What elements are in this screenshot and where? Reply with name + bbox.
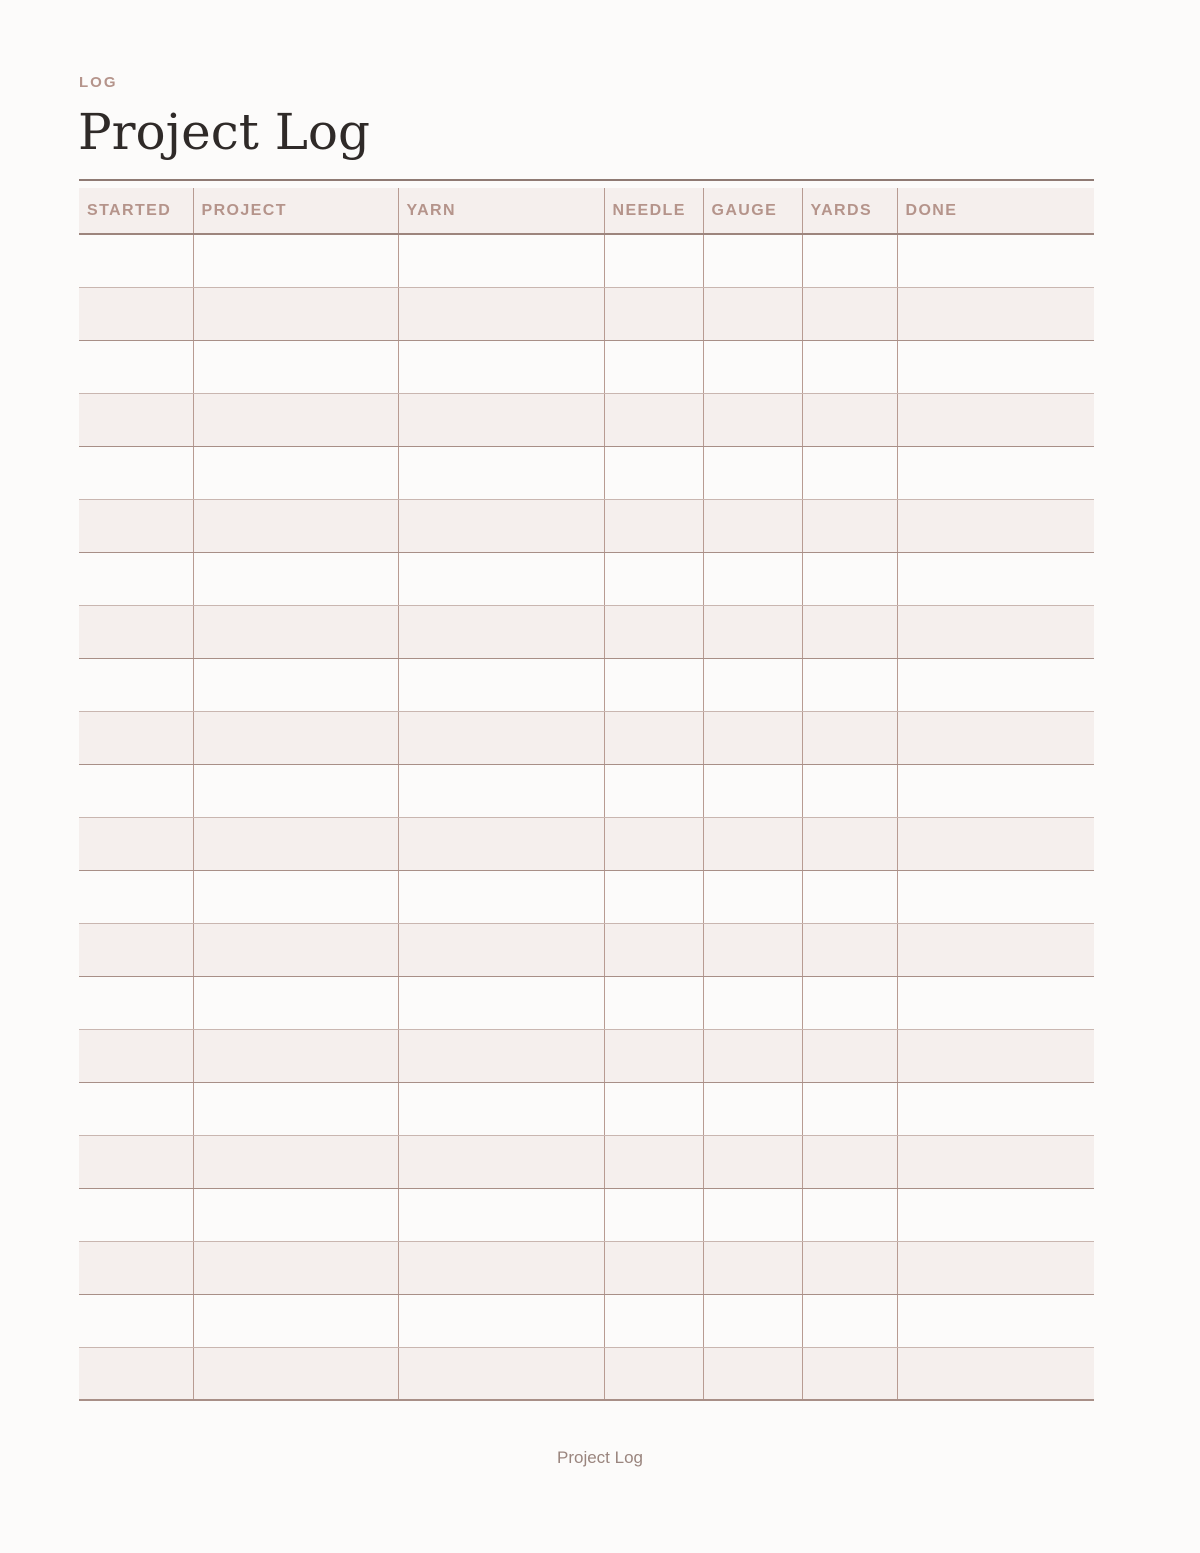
table-cell-started[interactable] <box>79 1188 193 1241</box>
table-row <box>79 1082 1094 1135</box>
table-cell-started[interactable] <box>79 1082 193 1135</box>
table-cell-gauge[interactable] <box>703 1135 802 1188</box>
table-cell-yards[interactable] <box>802 1188 897 1241</box>
table-cell-needle[interactable] <box>604 817 703 870</box>
column-header-yards: YARDS <box>802 188 897 234</box>
table-cell-yarn[interactable] <box>398 1188 604 1241</box>
table-cell-project[interactable] <box>193 923 398 976</box>
table-cell-done[interactable] <box>897 1294 1094 1347</box>
table-cell-done[interactable] <box>897 923 1094 976</box>
table-body <box>79 234 1094 1400</box>
table-cell-started[interactable] <box>79 1294 193 1347</box>
table-cell-yarn[interactable] <box>398 1082 604 1135</box>
table-cell-needle[interactable] <box>604 923 703 976</box>
table-cell-yarn[interactable] <box>398 817 604 870</box>
section-label: LOG <box>79 74 118 91</box>
table-row <box>79 340 1094 393</box>
table-cell-yards[interactable] <box>802 552 897 605</box>
table-cell-gauge[interactable] <box>703 340 802 393</box>
table-cell-done[interactable] <box>897 1188 1094 1241</box>
table-cell-started[interactable] <box>79 923 193 976</box>
table-cell-done[interactable] <box>897 446 1094 499</box>
table-header-row <box>79 188 1094 234</box>
table-row <box>79 711 1094 764</box>
table-cell-started[interactable] <box>79 817 193 870</box>
table-row <box>79 976 1094 1029</box>
table-cell-done[interactable] <box>897 1135 1094 1188</box>
title-divider <box>79 179 1094 181</box>
table-cell-needle[interactable] <box>604 1135 703 1188</box>
table-cell-needle[interactable] <box>604 1294 703 1347</box>
table-cell-yards[interactable] <box>802 870 897 923</box>
table-cell-started[interactable] <box>79 1241 193 1294</box>
table-cell-started[interactable] <box>79 870 193 923</box>
table-cell-yarn[interactable] <box>398 1241 604 1294</box>
table-cell-done[interactable] <box>897 340 1094 393</box>
table-cell-yards[interactable] <box>802 1082 897 1135</box>
table-cell-yarn[interactable] <box>398 658 604 711</box>
table-cell-project[interactable] <box>193 287 398 340</box>
table-cell-started[interactable] <box>79 1135 193 1188</box>
table-row <box>79 605 1094 658</box>
table-cell-gauge[interactable] <box>703 552 802 605</box>
table-cell-yarn[interactable] <box>398 976 604 1029</box>
table-cell-started[interactable] <box>79 1347 193 1400</box>
table-cell-gauge[interactable] <box>703 605 802 658</box>
table-cell-project[interactable] <box>193 1241 398 1294</box>
table-cell-needle[interactable] <box>604 552 703 605</box>
table-cell-yards[interactable] <box>802 817 897 870</box>
column-header-started: STARTED <box>79 188 193 234</box>
table-cell-gauge[interactable] <box>703 393 802 446</box>
table-row <box>79 658 1094 711</box>
table-cell-yards[interactable] <box>802 1135 897 1188</box>
table-cell-started[interactable] <box>79 976 193 1029</box>
table-cell-yarn[interactable] <box>398 287 604 340</box>
table-cell-yards[interactable] <box>802 764 897 817</box>
table-cell-started[interactable] <box>79 764 193 817</box>
table-row <box>79 552 1094 605</box>
table-cell-needle[interactable] <box>604 711 703 764</box>
table-cell-yards[interactable] <box>802 499 897 552</box>
table-cell-project[interactable] <box>193 711 398 764</box>
table-cell-project[interactable] <box>193 1135 398 1188</box>
table-cell-yarn[interactable] <box>398 393 604 446</box>
table-cell-gauge[interactable] <box>703 711 802 764</box>
table-cell-done[interactable] <box>897 1029 1094 1082</box>
table-row <box>79 446 1094 499</box>
table-cell-needle[interactable] <box>604 658 703 711</box>
table-row <box>79 234 1094 287</box>
table-cell-yards[interactable] <box>802 393 897 446</box>
table-cell-gauge[interactable] <box>703 1029 802 1082</box>
table-cell-yards[interactable] <box>802 234 897 287</box>
column-header-yarn: YARN <box>398 188 604 234</box>
table-cell-project[interactable] <box>193 658 398 711</box>
table-cell-gauge[interactable] <box>703 234 802 287</box>
table-cell-started[interactable] <box>79 658 193 711</box>
table-cell-done[interactable] <box>897 817 1094 870</box>
table-cell-started[interactable] <box>79 446 193 499</box>
table-cell-yarn[interactable] <box>398 446 604 499</box>
table-cell-needle[interactable] <box>604 605 703 658</box>
table-cell-project[interactable] <box>193 817 398 870</box>
table-cell-yarn[interactable] <box>398 1347 604 1400</box>
table-cell-done[interactable] <box>897 1082 1094 1135</box>
table-cell-project[interactable] <box>193 1082 398 1135</box>
table-cell-needle[interactable] <box>604 234 703 287</box>
table-cell-yards[interactable] <box>802 976 897 1029</box>
table-cell-project[interactable] <box>193 552 398 605</box>
table-cell-needle[interactable] <box>604 1188 703 1241</box>
table-cell-needle[interactable] <box>604 499 703 552</box>
table-cell-gauge[interactable] <box>703 287 802 340</box>
table-row <box>79 393 1094 446</box>
table-cell-project[interactable] <box>193 1188 398 1241</box>
table-row <box>79 870 1094 923</box>
table-row <box>79 287 1094 340</box>
table-cell-yards[interactable] <box>802 1347 897 1400</box>
table-cell-yarn[interactable] <box>398 870 604 923</box>
table-cell-started[interactable] <box>79 234 193 287</box>
table-cell-yarn[interactable] <box>398 234 604 287</box>
table-cell-done[interactable] <box>897 234 1094 287</box>
column-header-needle: NEEDLE <box>604 188 703 234</box>
table-cell-needle[interactable] <box>604 287 703 340</box>
table-row <box>79 923 1094 976</box>
table-cell-yards[interactable] <box>802 711 897 764</box>
table-cell-yarn[interactable] <box>398 340 604 393</box>
table-cell-done[interactable] <box>897 393 1094 446</box>
table-cell-done[interactable] <box>897 658 1094 711</box>
table-cell-done[interactable] <box>897 1347 1094 1400</box>
table-cell-yards[interactable] <box>802 1241 897 1294</box>
table-row <box>79 1029 1094 1082</box>
table-cell-done[interactable] <box>897 499 1094 552</box>
table-cell-gauge[interactable] <box>703 1294 802 1347</box>
table-cell-done[interactable] <box>897 870 1094 923</box>
table-cell-gauge[interactable] <box>703 446 802 499</box>
table-cell-started[interactable] <box>79 340 193 393</box>
table-cell-done[interactable] <box>897 1241 1094 1294</box>
table-cell-yards[interactable] <box>802 658 897 711</box>
table-cell-needle[interactable] <box>604 1347 703 1400</box>
table-cell-yards[interactable] <box>802 923 897 976</box>
table-row <box>79 1135 1094 1188</box>
table-cell-yarn[interactable] <box>398 764 604 817</box>
table-cell-started[interactable] <box>79 552 193 605</box>
table-cell-done[interactable] <box>897 287 1094 340</box>
table-cell-project[interactable] <box>193 446 398 499</box>
table-cell-gauge[interactable] <box>703 499 802 552</box>
table-cell-yards[interactable] <box>802 605 897 658</box>
table-cell-project[interactable] <box>193 870 398 923</box>
table-cell-yards[interactable] <box>802 340 897 393</box>
table-cell-started[interactable] <box>79 1029 193 1082</box>
table-row <box>79 1241 1094 1294</box>
table-cell-needle[interactable] <box>604 764 703 817</box>
table-cell-project[interactable] <box>193 340 398 393</box>
table-cell-project[interactable] <box>193 1029 398 1082</box>
table-cell-yards[interactable] <box>802 1294 897 1347</box>
table-cell-yards[interactable] <box>802 1029 897 1082</box>
table-cell-project[interactable] <box>193 764 398 817</box>
table-row <box>79 1294 1094 1347</box>
table-cell-project[interactable] <box>193 393 398 446</box>
table-cell-yarn[interactable] <box>398 923 604 976</box>
table-cell-needle[interactable] <box>604 870 703 923</box>
table-cell-needle[interactable] <box>604 446 703 499</box>
page-title: Project Log <box>78 103 371 161</box>
table-cell-project[interactable] <box>193 1294 398 1347</box>
table-cell-yarn[interactable] <box>398 711 604 764</box>
column-header-gauge: GAUGE <box>703 188 802 234</box>
table-cell-gauge[interactable] <box>703 976 802 1029</box>
table-cell-yarn[interactable] <box>398 1294 604 1347</box>
table-cell-project[interactable] <box>193 976 398 1029</box>
table-cell-yards[interactable] <box>802 287 897 340</box>
table-cell-yards[interactable] <box>802 446 897 499</box>
table-cell-needle[interactable] <box>604 340 703 393</box>
table-cell-project[interactable] <box>193 499 398 552</box>
table-cell-started[interactable] <box>79 711 193 764</box>
table-cell-yarn[interactable] <box>398 499 604 552</box>
table-cell-needle[interactable] <box>604 1082 703 1135</box>
table-row <box>79 764 1094 817</box>
table-cell-gauge[interactable] <box>703 658 802 711</box>
table-cell-started[interactable] <box>79 605 193 658</box>
table-cell-needle[interactable] <box>604 976 703 1029</box>
table-cell-done[interactable] <box>897 552 1094 605</box>
table-cell-done[interactable] <box>897 764 1094 817</box>
table-cell-gauge[interactable] <box>703 923 802 976</box>
table-cell-gauge[interactable] <box>703 1241 802 1294</box>
table-cell-gauge[interactable] <box>703 870 802 923</box>
table-cell-project[interactable] <box>193 234 398 287</box>
table-row <box>79 817 1094 870</box>
table-row <box>79 1347 1094 1400</box>
table-row <box>79 499 1094 552</box>
column-header-done: DONE <box>897 188 1094 234</box>
table-cell-project[interactable] <box>193 1347 398 1400</box>
table-cell-done[interactable] <box>897 605 1094 658</box>
table-cell-started[interactable] <box>79 393 193 446</box>
table-cell-gauge[interactable] <box>703 764 802 817</box>
table-cell-needle[interactable] <box>604 393 703 446</box>
table-cell-gauge[interactable] <box>703 1188 802 1241</box>
table-cell-yarn[interactable] <box>398 1135 604 1188</box>
table-cell-yarn[interactable] <box>398 552 604 605</box>
table-cell-done[interactable] <box>897 976 1094 1029</box>
table-cell-started[interactable] <box>79 499 193 552</box>
table-row <box>79 1188 1094 1241</box>
footer-text: Project Log <box>557 1448 643 1467</box>
table-cell-started[interactable] <box>79 287 193 340</box>
table-cell-yarn[interactable] <box>398 1029 604 1082</box>
table-cell-needle[interactable] <box>604 1029 703 1082</box>
table-cell-project[interactable] <box>193 605 398 658</box>
table-cell-gauge[interactable] <box>703 1082 802 1135</box>
table-cell-yarn[interactable] <box>398 605 604 658</box>
table-cell-needle[interactable] <box>604 1241 703 1294</box>
table-cell-done[interactable] <box>897 711 1094 764</box>
table-cell-gauge[interactable] <box>703 1347 802 1400</box>
table-cell-gauge[interactable] <box>703 817 802 870</box>
column-header-project: PROJECT <box>193 188 398 234</box>
project-log-table <box>79 188 1094 1401</box>
